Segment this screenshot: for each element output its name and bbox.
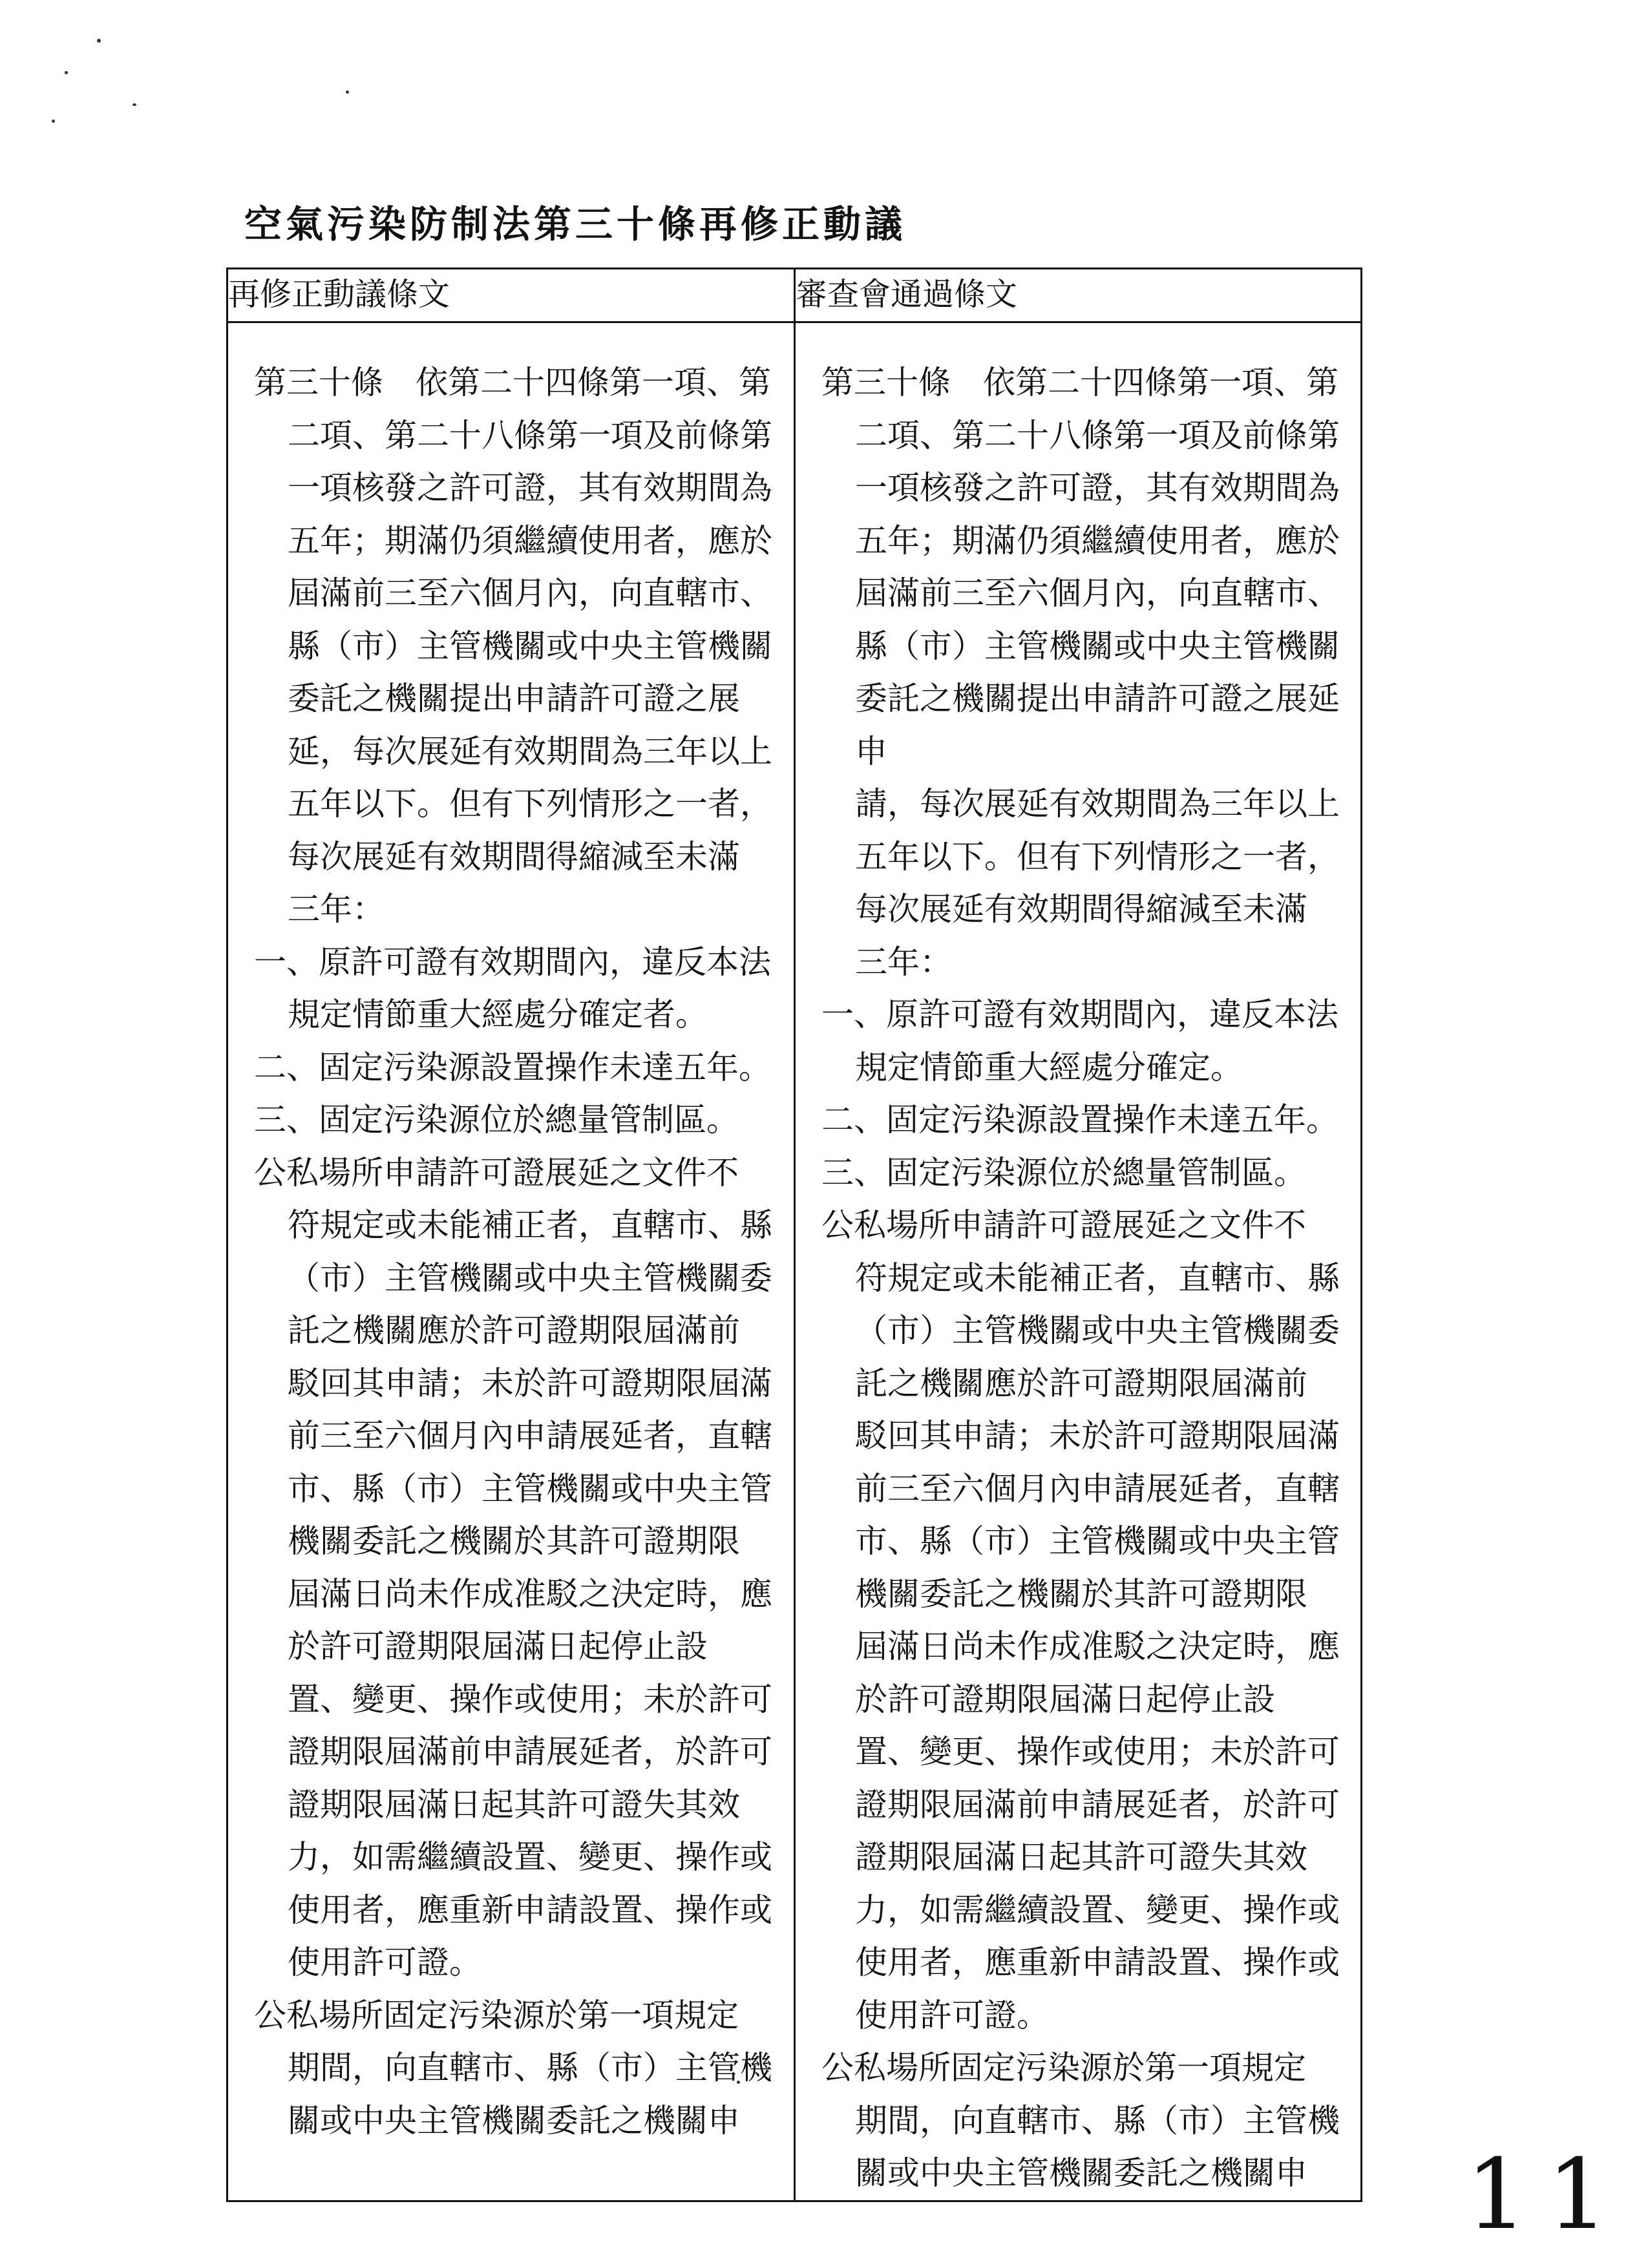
- column-header-committee-passed: 審查會通過條文: [795, 269, 1362, 322]
- article-paragraph: 公私場所申請許可證展延之文件不 符規定或未能補正者，直轄市、縣 （市）主管機關或中央主管機關委 託之機關應於許可證期限屆滿前 駁回其申請；未於許可證期限屆滿 前三至六個月內申請展延者，直轄 市、縣（市）主管機關或中央主管 機關委託之機關於其許可證期限 屆滿日尚未作成准駁之決定時，應 於許可證期限屆滿日起停止設 置、變更、操作或使用；未於許可 證期限屆滿前申請展延者，於許可 證期限屆滿日起其許可證失其效 力，如需繼續設置、變更、操作或 使用者，應重新申請設置、操作或 使用許可證。: [254, 1153, 772, 1981]
- scan-speck: [132, 103, 136, 106]
- scan-speck: [346, 90, 349, 94]
- scan-speck: [97, 39, 101, 43]
- list-item: 二、固定污染源設置操作未達五年。: [821, 1101, 1338, 1139]
- list-item: 一、原許可證有效期間內，違反本法 規定情節重大經處分確定。: [821, 996, 1338, 1086]
- committee-passed-cell: [795, 322, 1362, 2201]
- column-header-revised-motion: 再修正動議條文: [227, 269, 795, 322]
- article-paragraph: 第三十條 依第二十四條第一項、第 二項、第二十八條第一項及前條第 一項核發之許可證，其有效期間為 五年；期滿仍須繼續使用者，應於 屆滿前三至六個月內，向直轄市、 縣（市）主管機關或中央主管機關 委託之機關提出申請許可證之展延申 請，每次展延有效期間為三年以上 五年以下。但有下列情形之一者， 每次展延有效期間得縮減至未滿 三年：: [821, 364, 1340, 981]
- page-number: 11: [1466, 2139, 1628, 2251]
- revised-motion-text: [228, 323, 794, 2147]
- list-item: 一、原許可證有效期間內，違反本法 規定情節重大經處分確定者。: [254, 943, 771, 1033]
- list-item: 二、固定污染源設置操作未達五年。: [254, 1048, 771, 1086]
- list-item: 三、固定污染源位於總量管制區。: [821, 1153, 1306, 1192]
- revised-motion-cell: [227, 322, 795, 2201]
- article-paragraph: 第三十條 依第二十四條第一項、第 二項、第二十八條第一項及前條第 一項核發之許可證，其有效期間為 五年；期滿仍須繼續使用者，應於 屆滿前三至六個月內，向直轄市、 縣（市）主管機關或中央主管機關 委託之機關提出申請許可證之展 延，每次展延有效期間為三年以上 五年以下。但有下列情形之一者， 每次展延有效期間得縮減至未滿 三年：: [254, 364, 772, 928]
- table-body-row: [227, 322, 1362, 2201]
- scan-speck: [52, 120, 55, 123]
- scan-speck: [65, 71, 68, 74]
- article-paragraph: 公私場所固定污染源於第一項規定 期間，向直轄市、縣（市）主管機 關或中央主管機關委託之機關申: [254, 1996, 772, 2139]
- table-header-row: [227, 269, 1362, 322]
- article-paragraph: 公私場所申請許可證展延之文件不 符規定或未能補正者，直轄市、縣 （市）主管機關或中央主管機關委 託之機關應於許可證期限屆滿前 駁回其申請；未於許可證期限屆滿 前三至六個月內申請展延者，直轄 市、縣（市）主管機關或中央主管 機關委託之機關於其許可證期限 屆滿日尚未作成准駁之決定時，應 於許可證期限屆滿日起停止設 置、變更、操作或使用；未於許可 證期限屆滿前申請展延者，於許可 證期限屆滿日起其許可證失其效 力，如需繼續設置、變更、操作或 使用者，應重新申請設置、操作或 使用許可證。: [821, 1206, 1340, 2034]
- list-item: 三、固定污染源位於總量管制區。: [254, 1101, 739, 1139]
- committee-passed-text: [796, 323, 1360, 2200]
- comparison-table: [226, 268, 1362, 2202]
- article-paragraph: 公私場所固定污染源於第一項規定 期間，向直轄市、縣（市）主管機 關或中央主管機關委託之機關申: [821, 2049, 1340, 2192]
- document-title: 空氣污染防制法第三十條再修正動議: [244, 202, 907, 246]
